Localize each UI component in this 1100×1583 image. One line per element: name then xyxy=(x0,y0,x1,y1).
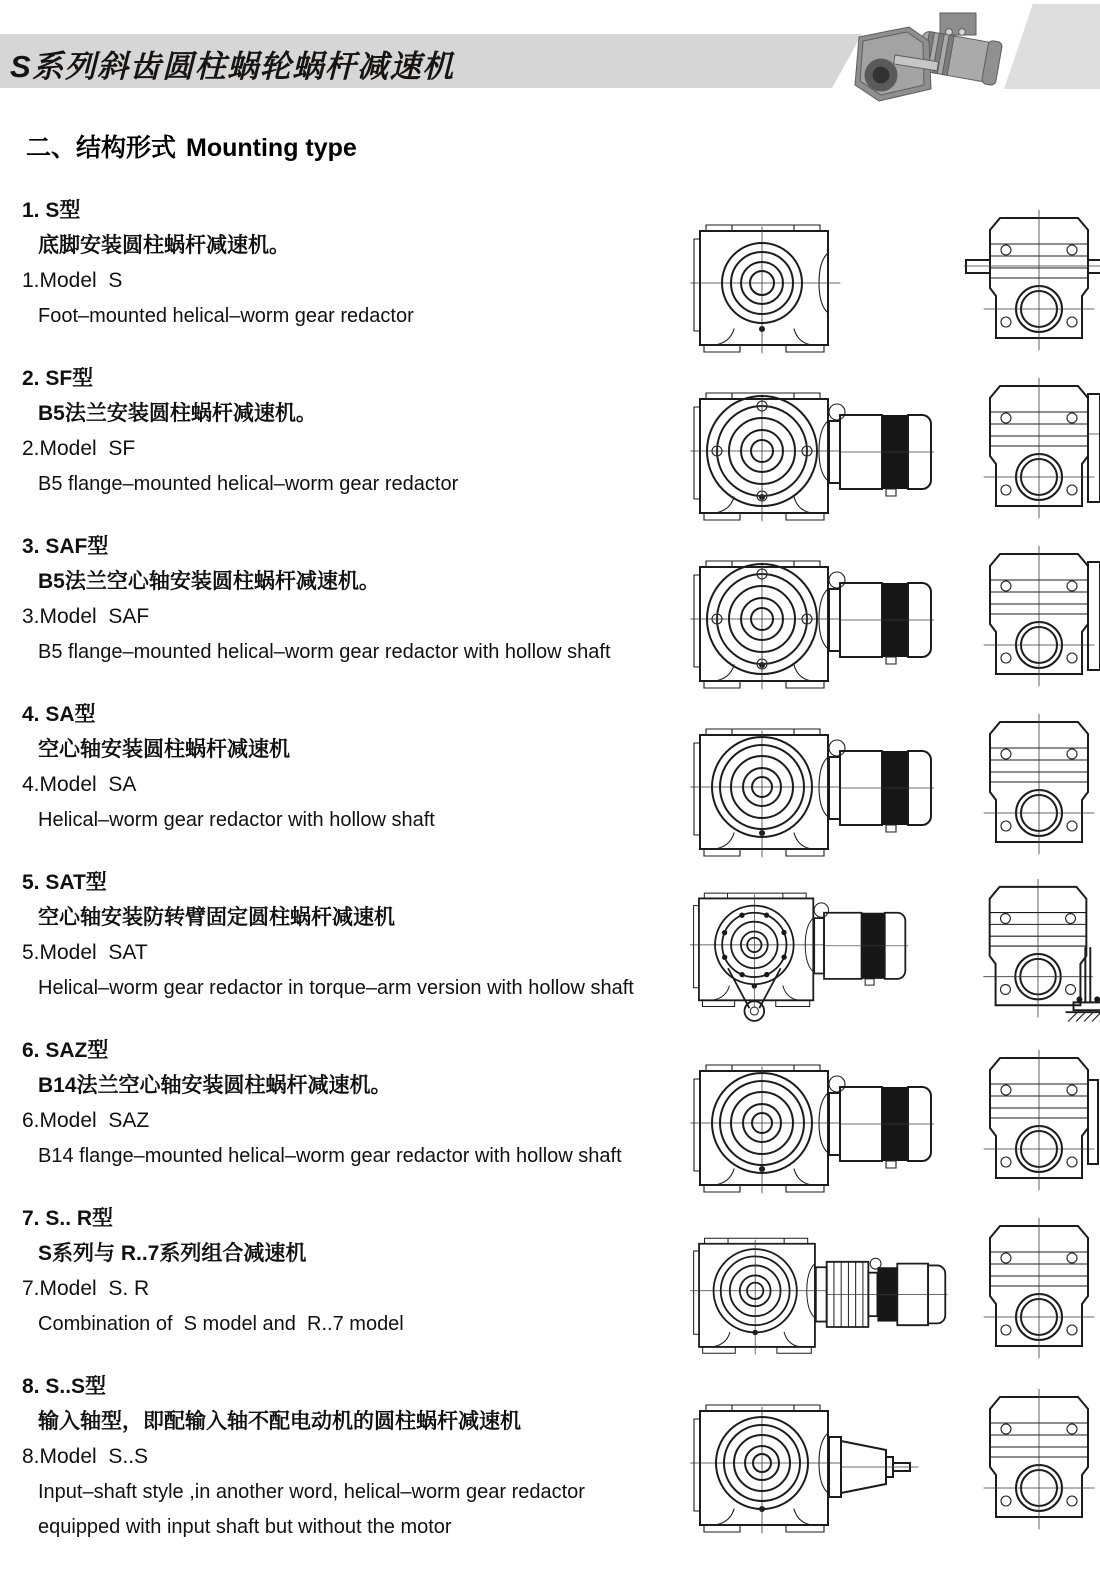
item-desc-en2: equipped with input shaft but without the motor xyxy=(38,1516,452,1538)
front-view-drawing xyxy=(690,375,948,525)
section-heading-zh: 二、结构形式 xyxy=(26,134,177,162)
item-desc-zh: B14法兰空心轴安装圆柱蜗杆减速机。 xyxy=(38,1074,392,1097)
mounting-type-row xyxy=(0,1206,1100,1374)
item-desc-en: B5 flange–mounted helical–worm gear redactor with hollow shaft xyxy=(38,641,611,663)
item-desc-zh: B5法兰安装圆柱蜗杆减速机。 xyxy=(38,402,317,425)
row-drawings xyxy=(690,202,1100,362)
front-view-drawing xyxy=(690,207,948,357)
row-drawings xyxy=(690,1382,1100,1542)
mounting-type-row xyxy=(0,1038,1100,1206)
side-view-drawing xyxy=(964,1389,1100,1534)
item-model: 2.Model SF xyxy=(22,437,136,460)
item-desc-en: Combination of S model and R..7 model xyxy=(38,1313,404,1335)
mounting-type-row xyxy=(0,870,1100,1038)
side-view-drawing xyxy=(964,879,1100,1029)
item-desc-en: Helical–worm gear redactor with hollow shaft xyxy=(38,809,435,831)
item-model: 4.Model SA xyxy=(22,773,137,796)
item-desc-en: B5 flange–mounted helical–worm gear redactor xyxy=(38,473,459,495)
row-text-block xyxy=(22,1374,690,1549)
item-model: 6.Model SAZ xyxy=(22,1109,150,1132)
item-model: 3.Model SAF xyxy=(22,605,150,628)
section-heading xyxy=(26,128,1100,164)
item-title: 2. SF型 xyxy=(22,367,94,390)
row-text-block xyxy=(22,702,690,870)
front-view-drawing xyxy=(690,877,948,1031)
row-drawings xyxy=(690,1210,1100,1370)
gear-motor-photo-icon xyxy=(843,5,1021,114)
item-title: 8. S..S型 xyxy=(22,1375,107,1398)
mounting-type-row xyxy=(0,366,1100,534)
item-desc-en: B14 flange–mounted helical–worm gear redactor with hollow shaft xyxy=(38,1145,622,1167)
item-desc-zh: 空心轴安装圆柱蜗杆减速机 xyxy=(38,738,290,761)
item-model: 7.Model S. R xyxy=(22,1277,150,1300)
page-title: S系列斜齿圆柱蜗轮蜗杆减速机 xyxy=(10,49,455,84)
side-view-drawing xyxy=(964,210,1100,355)
front-view-drawing xyxy=(690,1387,948,1537)
side-view-drawing xyxy=(964,714,1100,859)
item-desc-zh: S系列与 R..7系列组合减速机 xyxy=(38,1242,307,1265)
row-text-block xyxy=(22,870,690,1038)
item-desc-zh: 空心轴安装防转臂固定圆柱蜗杆减速机 xyxy=(38,906,395,929)
front-view-drawing xyxy=(690,711,948,861)
item-model: 1.Model S xyxy=(22,269,123,292)
front-view-drawing xyxy=(690,543,948,693)
item-desc-en: Helical–worm gear redactor in torque–arm version with hollow shaft xyxy=(38,977,634,999)
page-header xyxy=(0,0,1100,112)
item-desc-zh: B5法兰空心轴安装圆柱蜗杆减速机。 xyxy=(38,570,380,593)
item-desc-en: Foot–mounted helical–worm gear redactor xyxy=(38,305,414,327)
mounting-type-row xyxy=(0,1374,1100,1549)
item-desc-en: Input–shaft style ,in another word, helical–worm gear redactor xyxy=(38,1481,585,1503)
side-view-drawing xyxy=(964,1218,1100,1363)
mounting-type-row xyxy=(0,534,1100,702)
side-view-drawing xyxy=(964,378,1100,523)
item-model: 8.Model S..S xyxy=(22,1445,149,1468)
row-drawings xyxy=(690,538,1100,698)
row-text-block xyxy=(22,198,690,366)
item-title: 3. SAF型 xyxy=(22,535,109,558)
row-text-block xyxy=(22,366,690,534)
item-desc-zh: 输入轴型，即配输入轴不配电动机的圆柱蜗杆减速机 xyxy=(38,1410,521,1433)
row-drawings xyxy=(690,1042,1100,1202)
mounting-type-row xyxy=(0,702,1100,870)
front-view-drawing xyxy=(690,1222,948,1358)
row-drawings xyxy=(690,706,1100,866)
row-drawings xyxy=(690,874,1100,1034)
item-title: 5. SAT型 xyxy=(22,871,107,894)
mounting-type-row xyxy=(0,198,1100,366)
side-view-drawing xyxy=(964,546,1100,691)
front-view-drawing xyxy=(690,1047,948,1197)
row-text-block xyxy=(22,1206,690,1374)
item-title: 1. S型 xyxy=(22,199,81,222)
row-drawings xyxy=(690,370,1100,530)
item-title: 4. SA型 xyxy=(22,703,96,726)
mounting-rows xyxy=(0,198,1100,1549)
item-model: 5.Model SAT xyxy=(22,941,148,964)
item-desc-zh: 底脚安装圆柱蜗杆减速机。 xyxy=(38,234,290,257)
item-title: 7. S.. R型 xyxy=(22,1207,114,1230)
section-heading-en: Mounting type xyxy=(186,134,357,162)
row-text-block xyxy=(22,534,690,702)
item-title: 6. SAZ型 xyxy=(22,1039,109,1062)
row-text-block xyxy=(22,1038,690,1206)
side-view-drawing xyxy=(964,1050,1100,1195)
